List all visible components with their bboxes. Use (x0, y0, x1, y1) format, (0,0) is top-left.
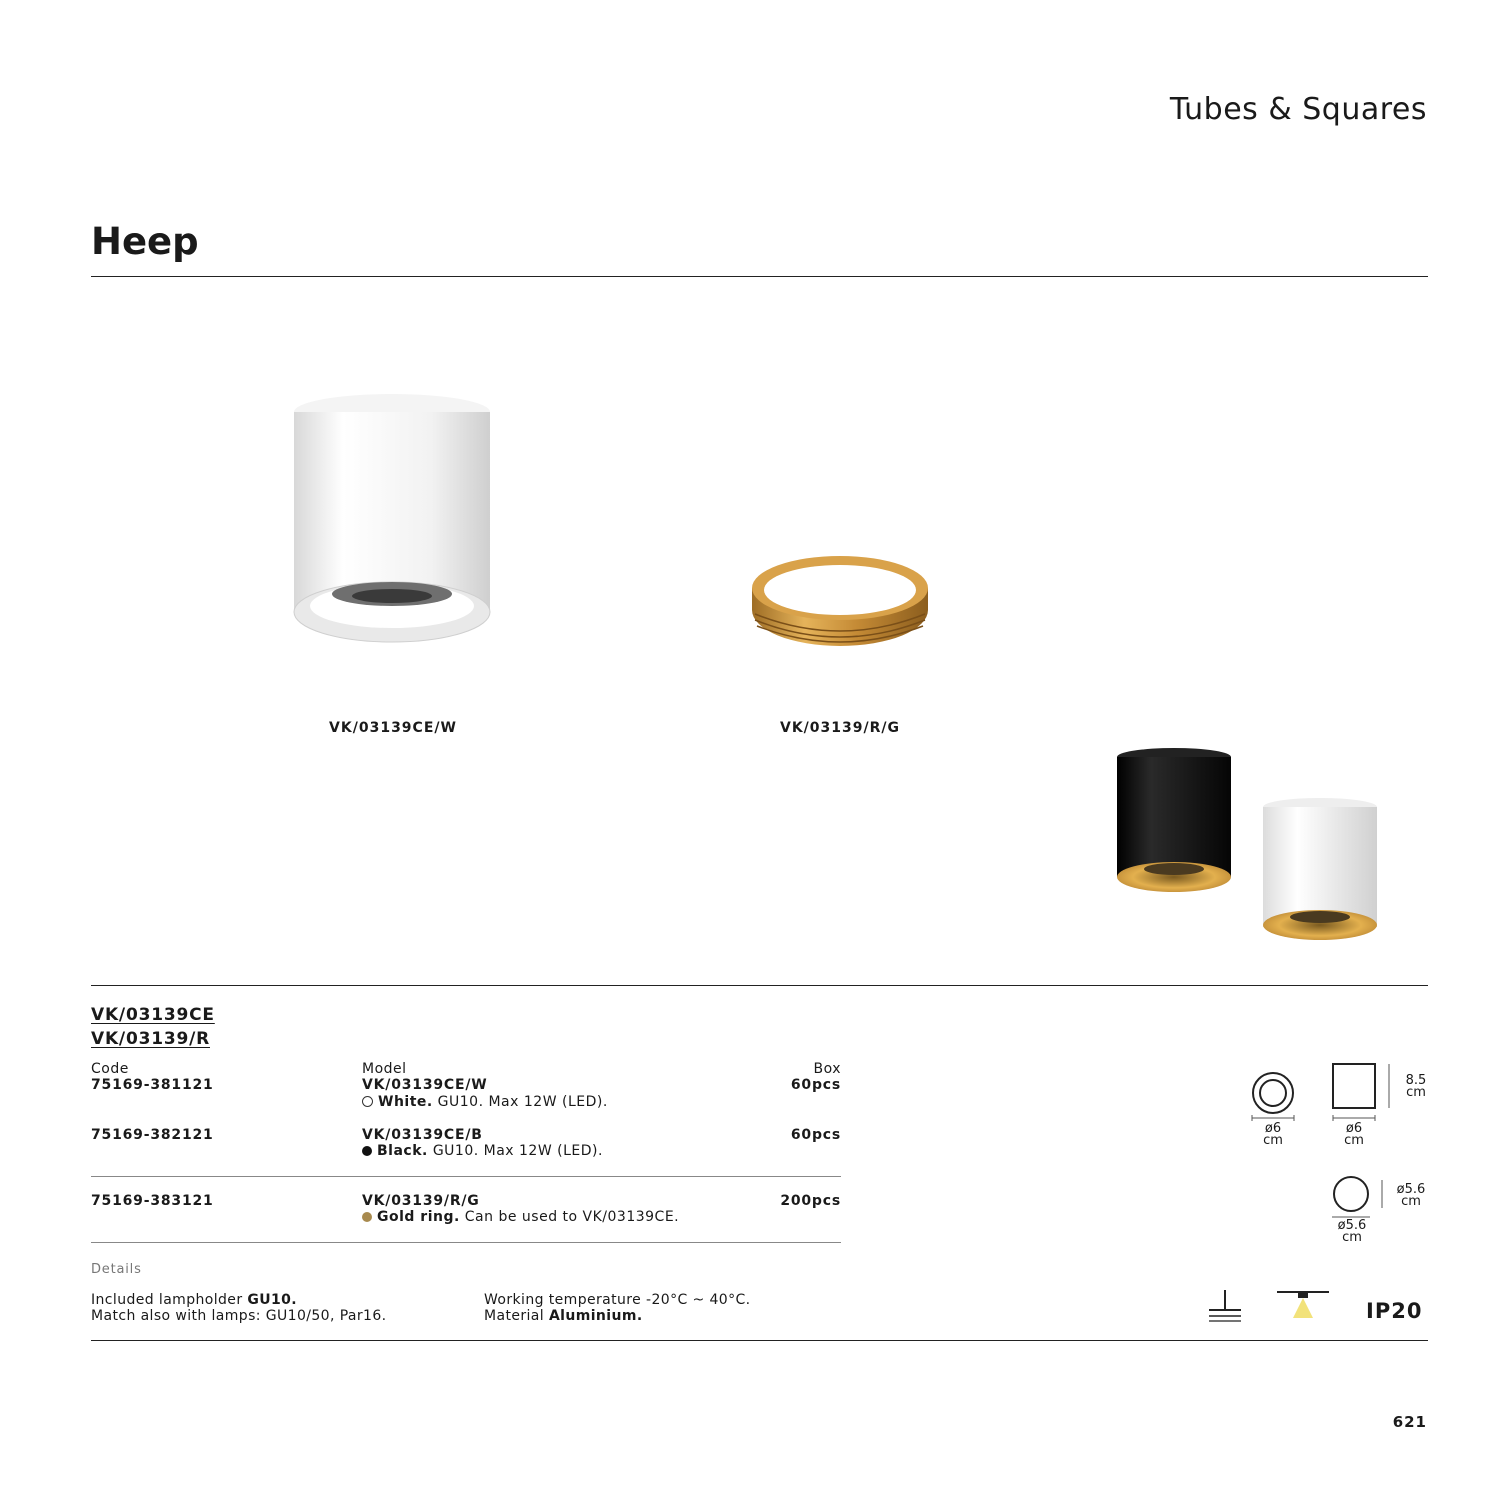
detail-text: Working temperature -20°C ~ 40°C. (484, 1292, 751, 1308)
title-divider (91, 276, 1428, 277)
dim-top-view: ø6 cm (1263, 1121, 1283, 1148)
family-code: VK/03139/R (91, 1029, 210, 1049)
detail-bold: Aluminium. (548, 1308, 643, 1324)
details-col-1 (91, 1292, 387, 1324)
page-number: 621 (1392, 1413, 1427, 1431)
gold-swatch-icon (362, 1212, 372, 1222)
header-code: Code (91, 1061, 129, 1077)
section-divider (91, 985, 1428, 986)
dim-ring-height: ø5.6 cm (1396, 1182, 1426, 1209)
header-box: Box (813, 1061, 841, 1077)
row-code: 75169-383121 (91, 1193, 214, 1209)
details-label: Details (91, 1262, 142, 1277)
category-title: Tubes & Squares (1169, 92, 1427, 127)
row-desc-text: GU10. Max 12W (LED). (437, 1094, 608, 1110)
black-white-downlights-image (1110, 745, 1390, 945)
table-divider (91, 1242, 841, 1243)
row-model: VK/03139CE/W (362, 1077, 488, 1093)
row-description (362, 1143, 603, 1159)
row-model: VK/03139/R/G (362, 1193, 480, 1209)
header-model: Model (362, 1061, 407, 1077)
row-desc-text: GU10. Max 12W (LED). (432, 1143, 603, 1159)
row-desc-text: Can be used to VK/03139CE. (464, 1209, 680, 1225)
detail-text: Included lampholder (91, 1292, 248, 1308)
detail-text: Material (484, 1308, 549, 1324)
dim-side-height: 8.5 cm (1405, 1073, 1427, 1100)
row-description (362, 1209, 679, 1225)
ground-icon (1205, 1288, 1245, 1324)
product-title: Heep (91, 220, 199, 263)
family-codes (91, 1003, 215, 1051)
row-box: 60pcs (790, 1077, 841, 1093)
ip-rating: IP20 (1366, 1299, 1423, 1323)
table-divider (91, 1176, 841, 1177)
dim-side-width: ø6 cm (1344, 1121, 1364, 1148)
product-caption-1: VK/03139CE/W (329, 720, 457, 736)
ring-diagram-icon (1326, 1176, 1388, 1220)
gold-ring-image (745, 548, 935, 652)
row-box: 60pcs (790, 1127, 841, 1143)
row-color-name: Black. (377, 1143, 428, 1159)
white-swatch-icon (362, 1096, 373, 1107)
row-model: VK/03139CE/B (362, 1127, 483, 1143)
family-code: VK/03139CE (91, 1005, 215, 1025)
row-color-name: White. (378, 1094, 433, 1110)
row-code: 75169-381121 (91, 1077, 214, 1093)
black-swatch-icon (362, 1146, 372, 1156)
row-color-name: Gold ring. (377, 1209, 460, 1225)
details-col-2 (484, 1292, 751, 1324)
row-description (362, 1094, 608, 1110)
side-view-diagram-icon (1328, 1062, 1398, 1122)
dim-ring-width: ø5.6 cm (1337, 1218, 1367, 1245)
bottom-divider (91, 1340, 1428, 1341)
white-downlight-image (285, 390, 500, 650)
detail-text: Match also with lamps: GU10/50, Par16. (91, 1308, 387, 1324)
row-box: 200pcs (780, 1193, 841, 1209)
detail-bold: GU10. (247, 1292, 297, 1308)
row-code: 75169-382121 (91, 1127, 214, 1143)
ceiling-light-icon (1275, 1288, 1331, 1324)
top-view-diagram-icon (1248, 1072, 1300, 1124)
product-caption-2: VK/03139/R/G (779, 720, 900, 736)
